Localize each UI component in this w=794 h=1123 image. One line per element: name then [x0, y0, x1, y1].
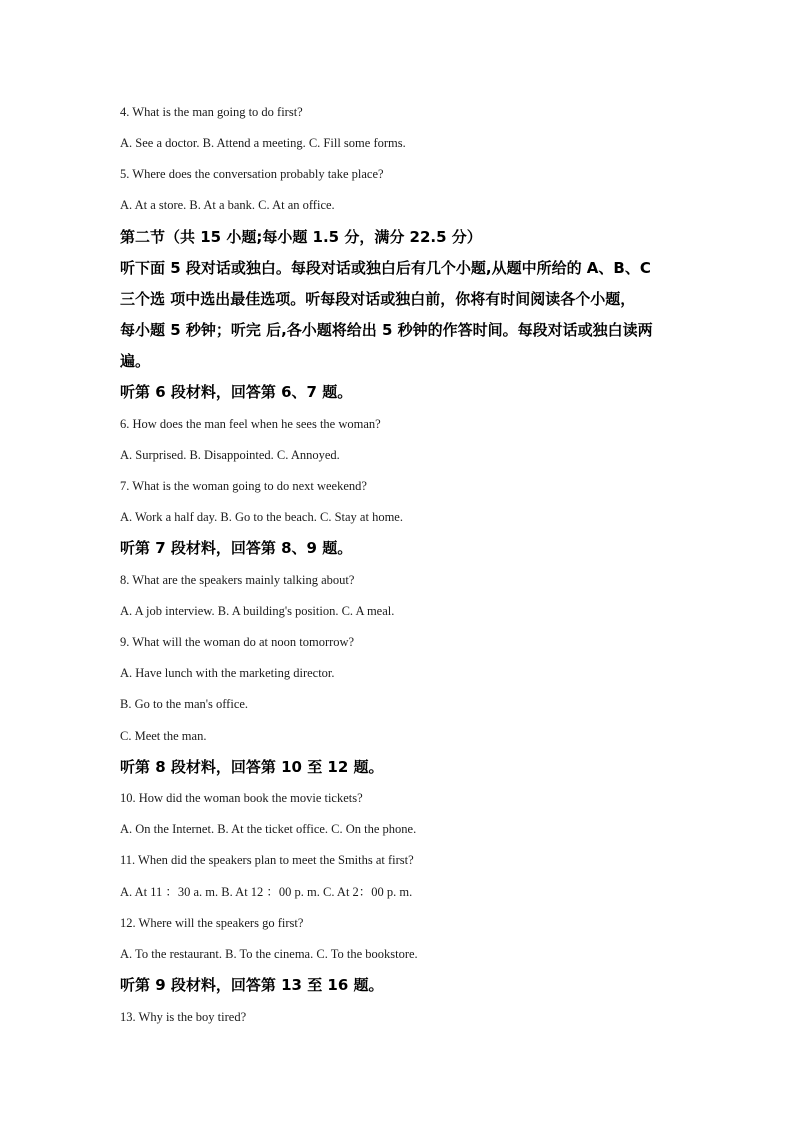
question-13: 13. Why is the boy tired?: [120, 1010, 247, 1024]
question-12-options: A. To the restaurant. B. To the cinema. C. To the bookstore.: [120, 947, 418, 961]
section-2-instructions-line-2: 三个选 项中选出最佳选项。听每段对话或独白前，你将有时间阅读各个小题，: [120, 290, 636, 308]
question-5: 5. Where does the conversation probably take place?: [120, 167, 384, 181]
section-2-instructions-line-3: 每小题 5 秒钟；听完 后,各小题将给出 5 秒钟的作答时间。每段对话或独白读两: [120, 321, 653, 339]
question-8: 8. What are the speakers mainly talking about?: [120, 573, 355, 587]
question-9-option-a: A. Have lunch with the marketing director.: [120, 666, 335, 680]
passage-7-heading: 听第 7 段材料，回答第 8、9 题。: [120, 539, 353, 557]
question-4-options: A. See a doctor. B. Attend a meeting. C. Fill some forms.: [120, 136, 406, 150]
passage-6-heading: 听第 6 段材料，回答第 6、7 题。: [120, 383, 353, 401]
section-2-instructions-line-1: 听下面 5 段对话或独白。每段对话或独白后有几个小题,从题中所给的 A、B、C: [120, 259, 651, 277]
section-2-heading: 第二节（共 15 小题;每小题 1.5 分，满分 22.5 分）: [120, 228, 482, 246]
question-8-options: A. A job interview. B. A building's position. C. A meal.: [120, 604, 395, 618]
question-9-option-c: C. Meet the man.: [120, 729, 207, 743]
question-6: 6. How does the man feel when he sees the woman?: [120, 417, 381, 431]
passage-9-heading: 听第 9 段材料，回答第 13 至 16 题。: [120, 976, 384, 994]
question-9: 9. What will the woman do at noon tomorrow?: [120, 635, 355, 649]
question-4: 4. What is the man going to do first?: [120, 105, 303, 119]
question-7: 7. What is the woman going to do next weekend?: [120, 479, 367, 493]
question-12: 12. Where will the speakers go first?: [120, 916, 304, 930]
question-6-options: A. Surprised. B. Disappointed. C. Annoyed.: [120, 448, 340, 462]
question-11-options: A. At 11 ：30 a. m. B. At 12 ：00 p. m. C. At 2：00 p. m.: [120, 885, 413, 899]
question-11: 11. When did the speakers plan to meet the Smiths at first?: [120, 853, 414, 867]
question-7-options: A. Work a half day. B. Go to the beach. C. Stay at home.: [120, 510, 403, 524]
question-9-option-b: B. Go to the man's office.: [120, 697, 249, 711]
passage-8-heading: 听第 8 段材料，回答第 10 至 12 题。: [120, 758, 384, 776]
question-10: 10. How did the woman book the movie tickets?: [120, 791, 363, 805]
section-2-instructions-line-4: 遍。: [120, 352, 151, 370]
question-5-options: A. At a store. B. At a bank. C. At an office.: [120, 198, 335, 212]
question-10-options: A. On the Internet. B. At the ticket office. C. On the phone.: [120, 822, 417, 836]
